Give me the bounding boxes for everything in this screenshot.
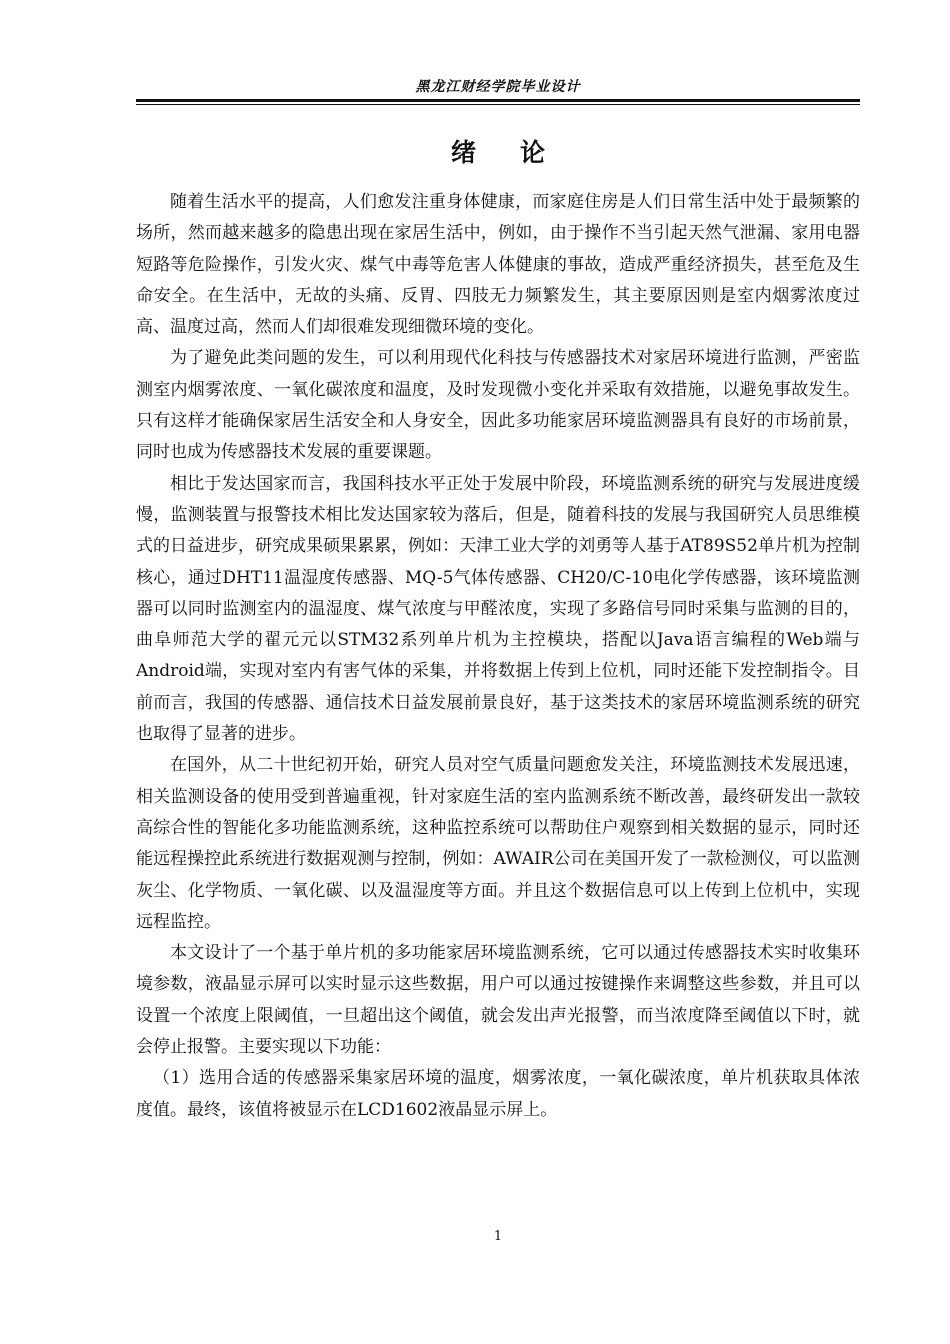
header-rule-thin bbox=[136, 104, 860, 105]
page-number: 1 bbox=[493, 1229, 503, 1244]
paragraph: 随着生活水平的提高，人们愈发注重身体健康，而家庭住房是人们日常生活中处于最频繁的场所，然而越来越多的隐患出现在家居生活中，例如，由于操作不当引起天然气泄漏、家用电器短路等危险操作，引发火灾、煤气中毒等危害人体健康的事故，造成严重经济损失，甚至危及生命安全。在生活中，无故的头痛、反胃、四肢无力频繁发生，其主要原因则是室内烟雾浓度过高、温度过高，然而人们却很难发现细微环境的变化。 bbox=[136, 192, 860, 338]
paragraph: 在国外，从二十世纪初开始，研究人员对空气质量问题愈发关注，环境监测技术发展迅速，相关监测设备的使用受到普遍重视，针对家庭生活的室内监测系统不断改善，最终研发出一款较高综合性的智能化多功能监测系统，这种监控系统可以帮助住户观察到相关数据的显示，同时还能远程操控此系统进行数据观测与控制，例如：AWAIR公司在美国开发了一款检测仪，可以监测灰尘、化学物质、一氧化碳、以及温湿度等方面。并且这个数据信息可以上传到上位机中，实现远程监控。 bbox=[136, 755, 860, 932]
paragraph: 本文设计了一个基于单片机的多功能家居环境监测系统，它可以通过传感器技术实时收集环境参数，液晶显示屏可以实时显示这些数据，用户可以通过按键操作来调整这些参数，并且可以设置一个浓度上限阈值，一旦超出这个阈值，就会发出声光报警，而当浓度降至阈值以下时，就会停止报警。主要实现以下功能： bbox=[136, 943, 860, 1058]
paragraph: 相比于发达国家而言，我国科技水平正处于发展中阶段，环境监测系统的研究与发展进度缓慢，监测装置与报警技术相比发达国家较为落后，但是，随着科技的发展与我国研究人员思维模式的日益进步，研究成果硕果累累，例如：天津工业大学的刘勇等人基于AT89S52单片机为控制核心，通过DHT11温湿度传感器、MQ-5气体传感器、CH20/C-10电化学传感器，该环境监测器可以同时监测室内的温湿度、煤气浓度与甲醛浓度，实现了多路信号同时采集与监测的目的，曲阜师范大学的翟元元以STM32系列单片机为主控模块，搭配以Java语言编程的Web端与Android端，实现对室内有害气体的采集，并将数据上传到上位机，同时还能下发控制指令。目前而言，我国的传感器、通信技术日益发展前景良好，基于这类技术的家居环境监测系统的研究也取得了显著的进步。 bbox=[136, 473, 860, 745]
header-rule-thick bbox=[136, 99, 860, 102]
page-header: 黑龙江财经学院毕业设计 bbox=[415, 79, 581, 95]
body-text bbox=[136, 187, 860, 1126]
paragraph: 为了避免此类问题的发生，可以利用现代化科技与传感器技术对家居环境进行监测，严密监测室内烟雾浓度、一氧化碳浓度和温度，及时发现微小变化并采取有效措施，以避免事故发生。只有这样才能确保家居生活安全和人身安全，因此多功能家居环境监测器具有良好的市场前景，同时也成为传感器技术发展的重要课题。 bbox=[136, 348, 860, 463]
chapter-title: 绪论 bbox=[450, 138, 589, 167]
function-item: （1）选用合适的传感器采集家居环境的温度，烟雾浓度，一氧化碳浓度，单片机获取具体浓度值。最终，该值将被显示在LCD1602液晶显示屏上。 bbox=[136, 1068, 860, 1120]
